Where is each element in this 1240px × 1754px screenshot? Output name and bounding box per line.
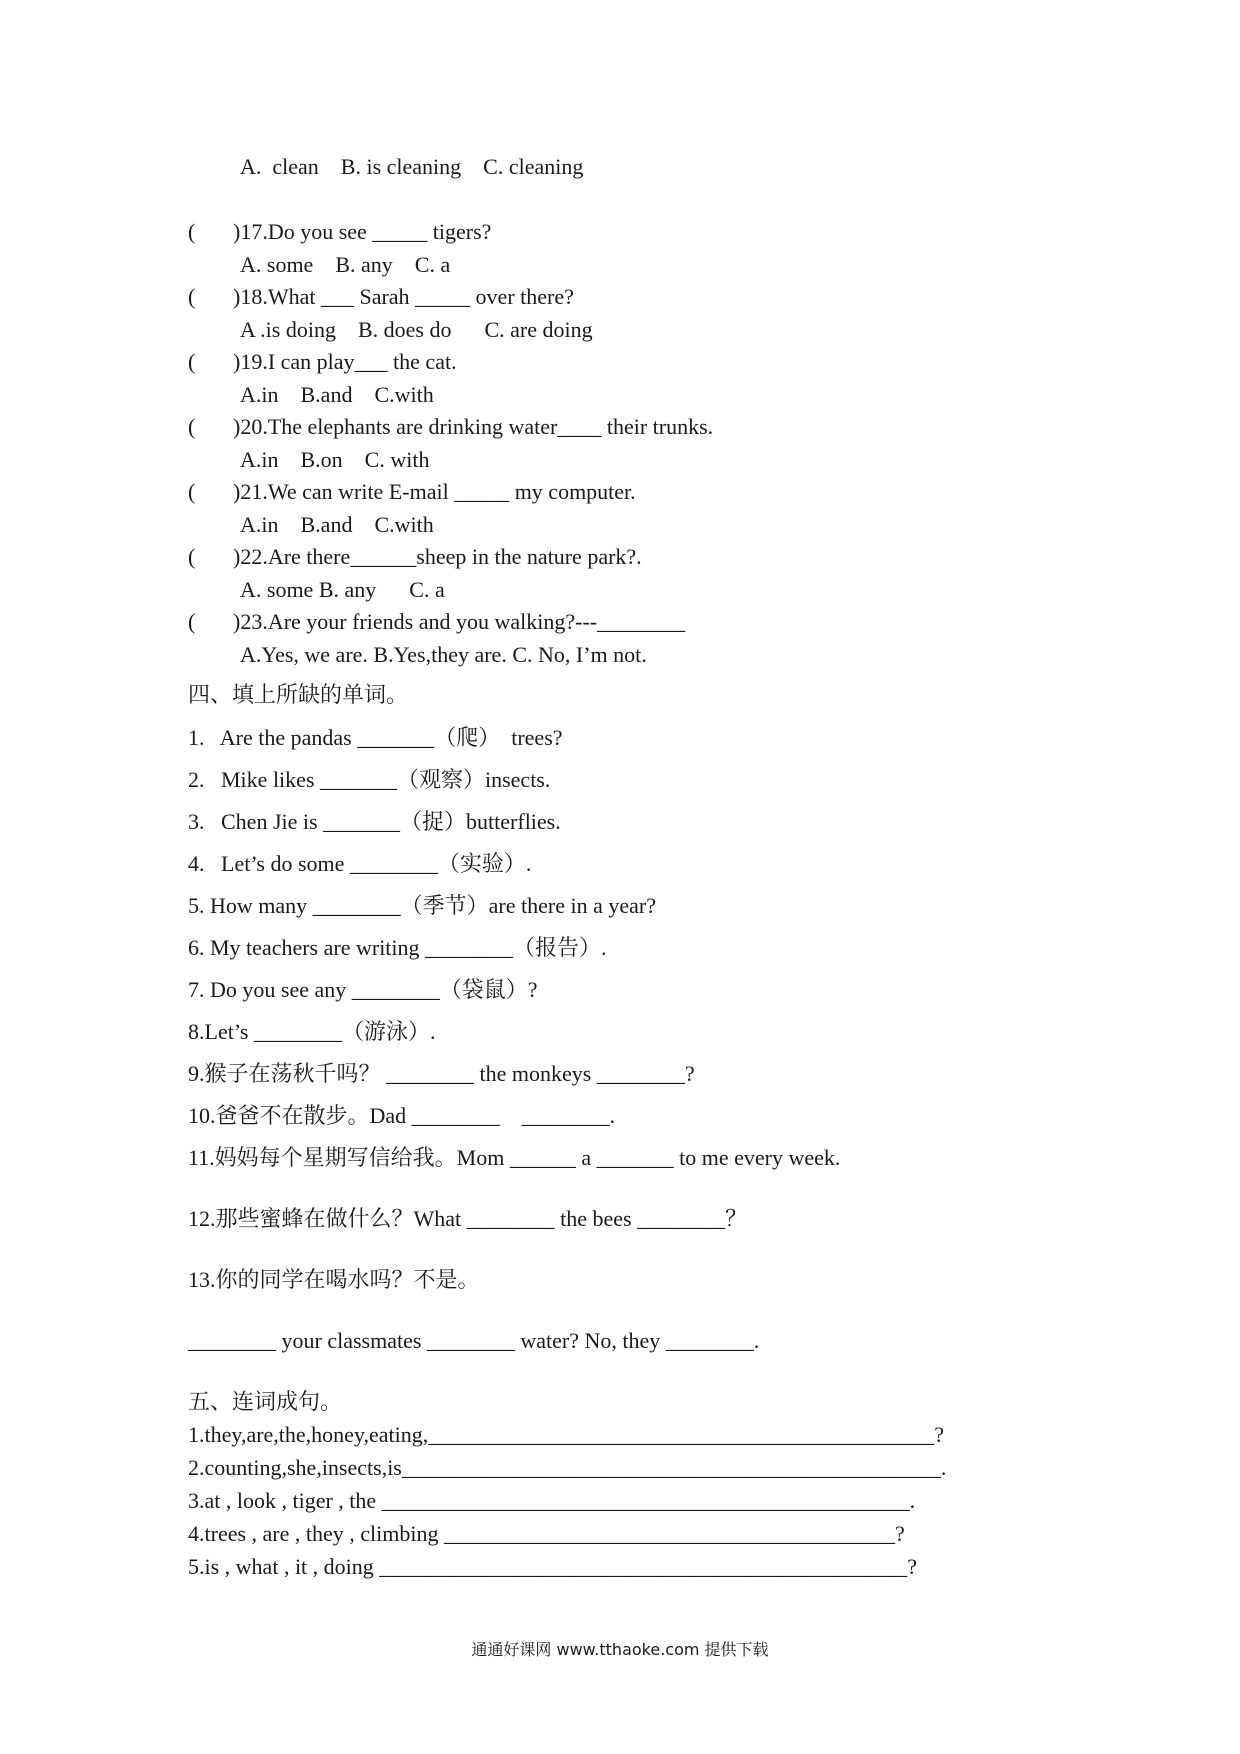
section-4-title: 四、填上所缺的单词。	[188, 682, 409, 707]
fill-item-12: 12.那些蜜蜂在做什么？What ________ the bees ________？	[188, 1206, 748, 1231]
question-22-options: A. some B. any C. a	[240, 577, 445, 602]
question-23-stem: )23.Are your friends and you walking?---________	[233, 609, 686, 634]
question-20-stem: )20.The elephants are drinking water____ their trunks.	[233, 414, 714, 439]
fill-item-3: 3. Chen Jie is _______（捉）butterflies.	[188, 809, 561, 834]
fill-item-9: 9.猴子在荡秋千吗？ ________ the monkeys ________?	[188, 1061, 695, 1086]
question-23-options: A.Yes, we are. B.Yes,they are. C. No, I’m not.	[240, 642, 647, 667]
fill-item-13-answer: ________ your classmates ________ water? No, they ________.	[188, 1328, 760, 1353]
fill-item-4: 4. Let’s do some ________（实验）.	[188, 851, 532, 876]
question-17-options: A. some B. any C. a	[240, 252, 451, 277]
fill-item-13: 13.你的同学在喝水吗？不是。	[188, 1267, 480, 1292]
question-20-options: A.in B.on C. with	[240, 447, 430, 472]
answer-paren: (	[188, 349, 196, 374]
mc-options-16: A. clean B. is cleaning C. cleaning	[240, 154, 584, 179]
fill-item-6: 6. My teachers are writing ________（报告）.	[188, 935, 607, 960]
answer-paren: (	[188, 544, 196, 569]
sentence-item-5: 5.is , what , it , doing ________________________________________________?	[188, 1554, 918, 1579]
sentence-item-1: 1.they,are,the,honey,eating,______________________________________________?	[188, 1422, 945, 1447]
question-22-stem: )22.Are there______sheep in the nature park?.	[233, 544, 642, 569]
footer-text: 通通好课网 www.tthaoke.com 提供下载	[471, 1640, 769, 1659]
fill-item-11: 11.妈妈每个星期写信给我。Mom ______ a _______ to me every week.	[188, 1145, 841, 1170]
question-17-stem: )17.Do you see _____ tigers?	[233, 219, 492, 244]
question-21-options: A.in B.and C.with	[240, 512, 434, 537]
answer-paren: (	[188, 414, 196, 439]
question-18-options: A .is doing B. does do C. are doing	[240, 317, 593, 342]
answer-paren: (	[188, 284, 196, 309]
fill-item-10: 10.爸爸不在散步。Dad ________ ________.	[188, 1103, 616, 1128]
question-18-stem: )18.What ___ Sarah _____ over there?	[233, 284, 574, 309]
answer-paren: (	[188, 479, 196, 504]
fill-item-2: 2. Mike likes _______（观察）insects.	[188, 767, 551, 792]
answer-paren: (	[188, 609, 196, 634]
fill-item-7: 7. Do you see any ________（袋鼠）?	[188, 977, 538, 1002]
answer-paren: (	[188, 219, 196, 244]
fill-item-5: 5. How many ________（季节）are there in a year?	[188, 893, 656, 918]
question-19-stem: )19.I can play___ the cat.	[233, 349, 457, 374]
sentence-item-4: 4.trees , are , they , climbing _________________________________________?	[188, 1521, 905, 1546]
fill-item-8: 8.Let’s ________（游泳）.	[188, 1019, 436, 1044]
fill-item-1: 1. Are the pandas _______（爬） trees?	[188, 725, 563, 750]
sentence-item-2: 2.counting,she,insects,is_________________________________________________.	[188, 1455, 947, 1480]
question-21-stem: )21.We can write E-mail _____ my computer.	[233, 479, 636, 504]
question-19-options: A.in B.and C.with	[240, 382, 434, 407]
sentence-item-3: 3.at , look , tiger , the ________________________________________________.	[188, 1488, 916, 1513]
section-5-title: 五、连词成句。	[188, 1389, 343, 1414]
